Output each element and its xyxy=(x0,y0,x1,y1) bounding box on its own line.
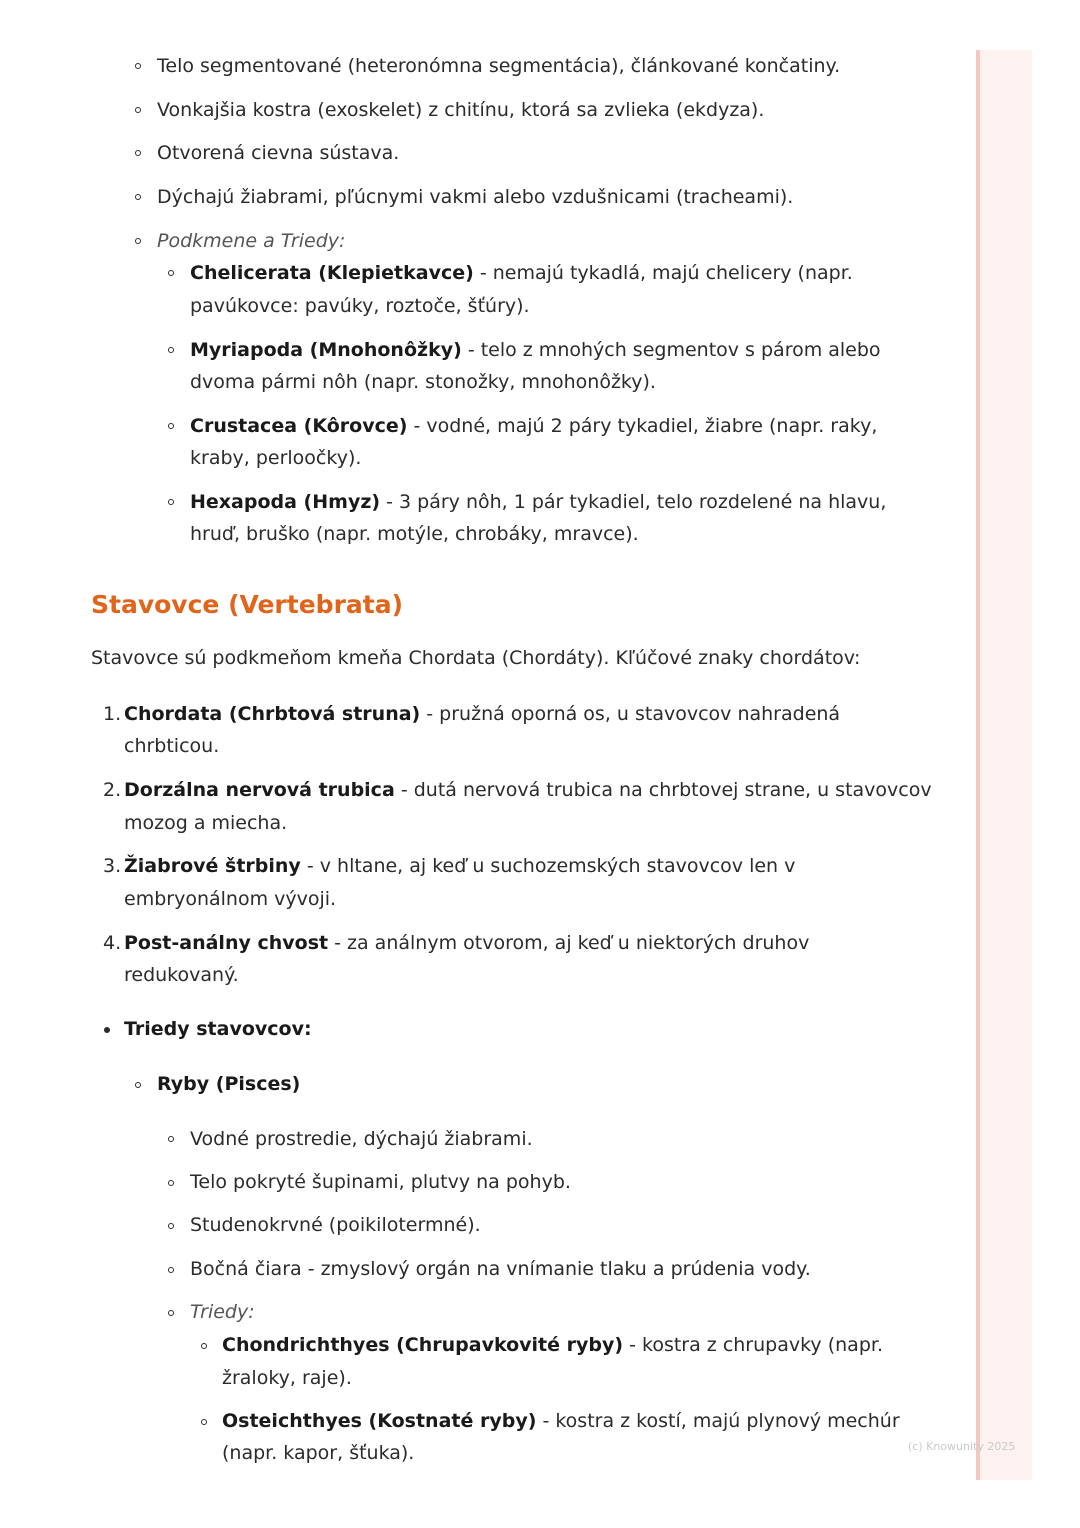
bullet-icon xyxy=(104,1027,110,1033)
hollow-bullet-icon xyxy=(168,1267,174,1273)
hollow-bullet-icon xyxy=(168,499,174,505)
hollow-bullet-icon xyxy=(135,1082,141,1088)
hollow-bullet-icon xyxy=(135,194,141,200)
hollow-bullet-icon xyxy=(201,1419,207,1425)
hollow-bullet-icon xyxy=(168,1136,174,1142)
hollow-bullet-icon xyxy=(168,270,174,276)
hollow-bullet-icon xyxy=(168,1223,174,1229)
hollow-bullet-icon xyxy=(135,150,141,156)
hollow-bullet-icon xyxy=(168,1180,174,1186)
hollow-bullet-icon xyxy=(201,1343,207,1349)
page-margin-bar xyxy=(976,50,1032,1480)
hollow-bullet-icon xyxy=(168,347,174,353)
hollow-bullet-icon xyxy=(135,63,141,69)
hollow-bullet-icon xyxy=(168,423,174,429)
hollow-bullet-icon xyxy=(135,238,141,244)
watermark: (c) Knowunity 2025 xyxy=(908,1440,1016,1453)
hollow-bullet-icon xyxy=(135,107,141,113)
hollow-bullet-icon xyxy=(168,1310,174,1316)
intro-paragraph: Stavovce sú podkmeňom kmeňa Chordata (Chordáty). Kľúčové znaky chordátov: xyxy=(91,647,861,669)
section-heading: Stavovce (Vertebrata) xyxy=(91,590,404,619)
